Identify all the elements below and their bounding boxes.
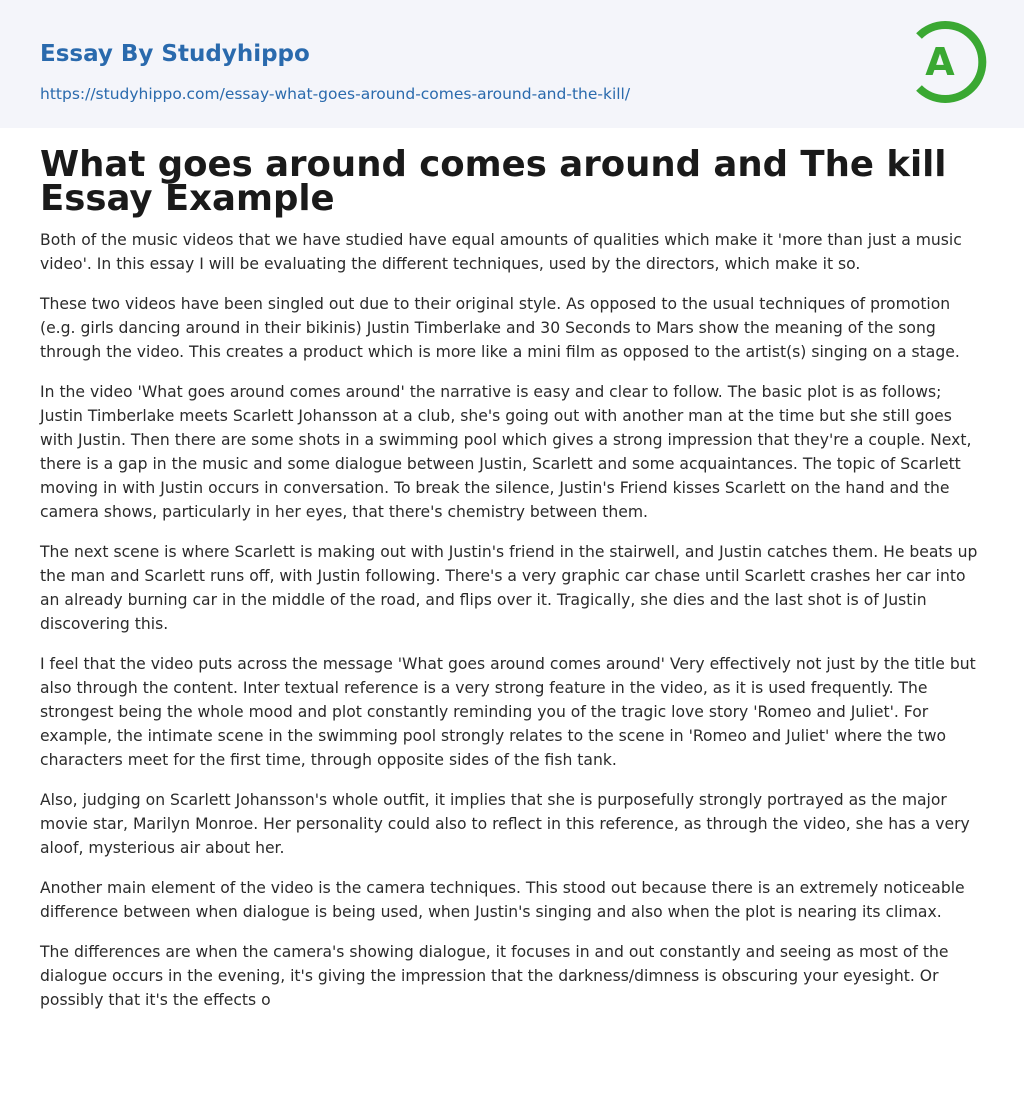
- site-header: [0, 0, 1024, 128]
- article-paragraph: In the video 'What goes around comes around' the narrative is easy and clear to follow. The basic plot is as follows; Justin Timberlake meets Scarlett Johansson at a club, she's going out with another man at the time but she still goes with Justin. Then there are some shots in a swimming pool which gives a strong impression that they're a couple. Next, there is a gap in the music and some dialogue between Justin, Scarlett and some acquaintances. The topic of Scarlett moving in with Justin occurs in conversation. To break the silence, Justin's Friend kisses Scarlett on the hand and the camera shows, particularly in her eyes, that there's chemistry between them.: [40, 383, 972, 521]
- article-title: What goes around comes around and The kill Essay Example: [40, 144, 947, 219]
- article-paragraph: Both of the music videos that we have studied have equal amounts of qualities which make it 'more than just a music video'. In this essay I will be evaluating the different techniques, used by the directors, which make it so.: [40, 231, 962, 273]
- article-content: [40, 144, 986, 1028]
- brand-title[interactable]: Essay By Studyhippo: [40, 41, 310, 67]
- article-paragraph: Another main element of the video is the camera techniques. This stood out because there is an extremely noticeable difference between when dialogue is being used, when Justin's singing and also when the plot is nearing its climax.: [40, 879, 965, 921]
- article-paragraph: I feel that the video puts across the message 'What goes around comes around' Very effectively not just by the title but also through the content. Inter textual reference is a very strong feature in the video, as it is used frequently. The strongest being the whole mood and plot constantly reminding you of the tragic love story 'Romeo and Juliet'. For example, the intimate scene in the swimming pool strongly relates to the scene in 'Romeo and Juliet' where the two characters meet for the first time, through opposite sides of the fish tank.: [40, 655, 976, 769]
- article-paragraph: Also, judging on Scarlett Johansson's whole outfit, it implies that she is purposefully strongly portrayed as the major movie star, Marilyn Monroe. Her personality could also to reflect in this reference, as through the video, she has a very aloof, mysterious air about her.: [40, 791, 970, 857]
- logo-letter: A: [925, 40, 955, 84]
- studyhippo-logo-icon[interactable]: [910, 18, 988, 106]
- article-paragraph: The differences are when the camera's showing dialogue, it focuses in and out constantly and seeing as most of the dialogue occurs in the evening, it's giving the impression that the darkness/dimness is obscuring your eyesight. Or possibly that it's the effects o: [40, 943, 949, 1009]
- article-paragraph: These two videos have been singled out due to their original style. As opposed to the usual techniques of promotion (e.g. girls dancing around in their bikinis) Justin Timberlake and 30 Seconds to Mars show the meaning of the song through the video. This creates a product which is more like a mini film as opposed to the artist(s) singing on a stage.: [40, 295, 960, 361]
- article-paragraph: The next scene is where Scarlett is making out with Justin's friend in the stairwell, and Justin catches them. He beats up the man and Scarlett runs off, with Justin following. There's a very graphic car chase until Scarlett crashes her car into an already burning car in the middle of the road, and flips over it. Tragically, she dies and the last shot is of Justin discovering this.: [40, 543, 978, 633]
- source-url-link[interactable]: https://studyhippo.com/essay-what-goes-around-comes-around-and-the-kill/: [40, 85, 631, 103]
